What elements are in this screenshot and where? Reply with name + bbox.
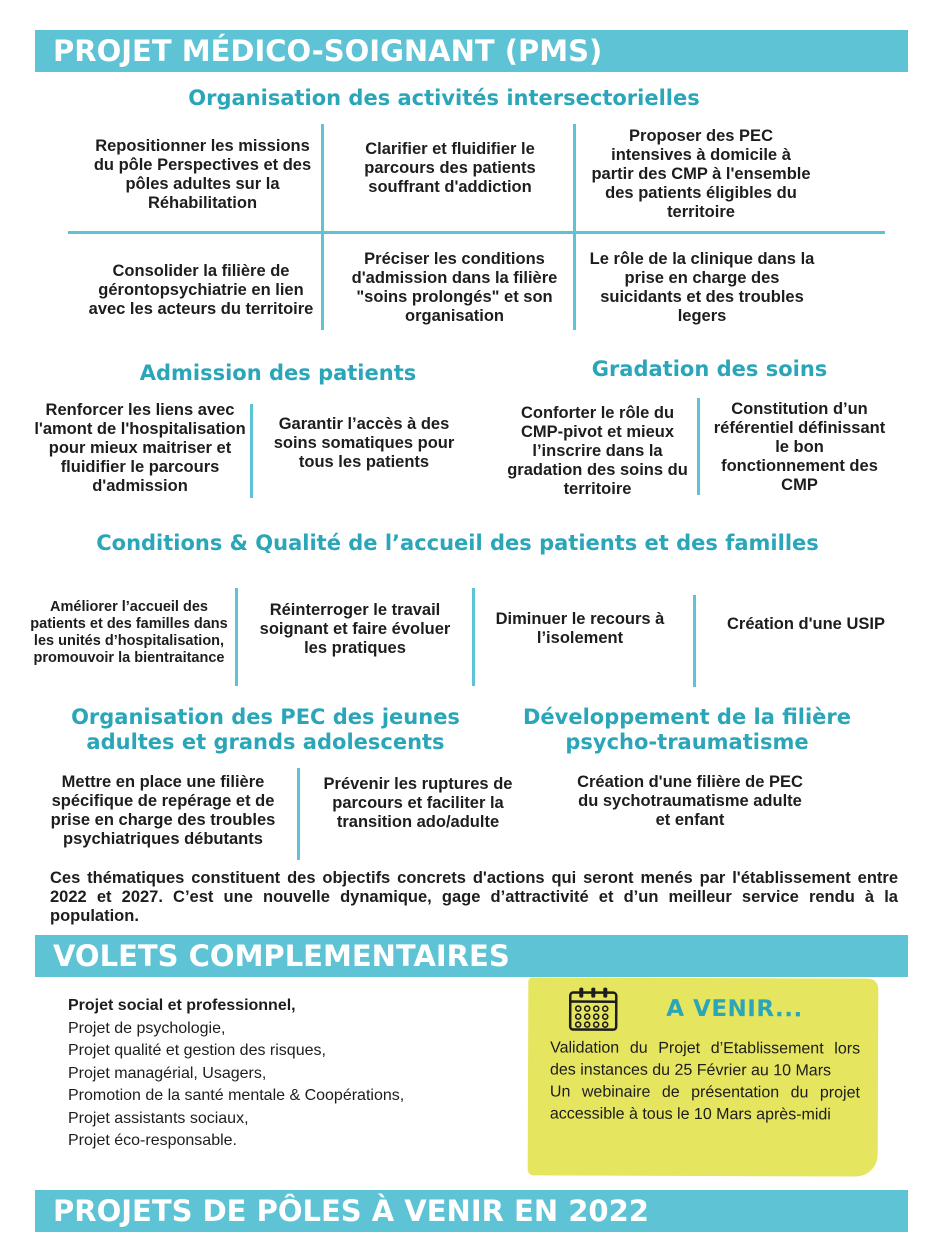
list-item: Projet assistants sociaux, [68, 1109, 249, 1127]
section-title-gradation: Gradation des soins [582, 357, 837, 382]
section-title-intersectoriel: Organisation des activités intersectorielles [180, 86, 708, 111]
conclusion-text: Ces thématiques constituent des objectifs concrets d'actions qui seront menés par l'établissement entre 2022 et 2027. C’est une nouvelle dynamique, gage d’attractivité et d’un meilleur service rendu à la population. [50, 869, 898, 925]
banner-volets: VOLETS COMPLEMENTAIRES [35, 935, 908, 977]
list-item: Projet éco-responsable. [68, 1132, 237, 1149]
a-venir-title: A VENIR... [666, 995, 803, 1023]
intersectoriel-item: Le rôle de la clinique dans la prise en charge des suicidants et des troubles legers [589, 250, 815, 325]
intersectoriel-item: Proposer des PEC intensives à domicile à partir des CMP à l'ensemble des patients éligibles du territoire [591, 126, 811, 221]
psycho-item: Création d'une filière de PEC du sychotraumatisme adulte et enfant [577, 772, 803, 829]
section-title-accueil: Conditions & Qualité de l’accueil des patients et des familles [80, 531, 835, 556]
divider [297, 768, 300, 860]
list-item: Projet social et professionnel, [68, 997, 296, 1014]
divider [472, 588, 475, 686]
intersectoriel-item: Repositionner les missions du pôle Perspectives et des pôles adultes sur la Réhabilitation [93, 137, 312, 212]
section-title-jeunes: Organisation des PEC des jeunes adultes et grands adolescents [58, 705, 473, 755]
a-venir-box [528, 977, 879, 1176]
banner-poles: PROJETS DE PÔLES À VENIR EN 2022 [35, 1190, 908, 1232]
section-title-admission: Admission des patients [128, 361, 428, 386]
divider [250, 404, 253, 498]
intersectoriel-item: Clarifier et fluidifier le parcours des patients souffrant d'addiction [364, 139, 536, 196]
divider [697, 398, 700, 495]
accueil-item: Création d'une USIP [727, 614, 885, 633]
divider [573, 124, 576, 330]
gradation-item: Constitution d’un référentiel définissant le bon fonctionnement des CMP [713, 399, 886, 494]
calendar-icon [568, 986, 618, 1032]
jeunes-item: Mettre en place une filière spécifique de repérage et de prise en charge des troubles psychiatriques débutants [50, 773, 276, 848]
intersectoriel-item: Préciser les conditions d'admission dans la filière "soins prolongés" et son organisation [351, 250, 558, 325]
a-venir-text: Validation du Projet d’Etablissement lors des instances du 25 Février au 10 Mars Un webinaire de présentation du projet accessible à tous le 10 Mars après-midi [549, 1039, 861, 1124]
list-item: Projet managérial, Usagers, [68, 1064, 267, 1082]
list-item: Promotion de la santé mentale & Coopérations, [68, 1087, 405, 1104]
gradation-item: Conforter le rôle du CMP-pivot et mieux l’inscrire dans la gradation des soins du territoire [507, 403, 688, 498]
divider [321, 124, 324, 330]
list-item: Projet de psychologie, [68, 1019, 226, 1037]
list-item: Projet qualité et gestion des risques, [68, 1042, 326, 1059]
accueil-item: Diminuer le recours à l’isolement [495, 610, 665, 647]
volets-list [68, 995, 508, 1153]
banner-pms: PROJET MÉDICO-SOIGNANT (PMS) [35, 30, 908, 72]
section-title-psycho: Développement de la filière psycho-traumatisme [512, 705, 862, 755]
divider [68, 231, 885, 234]
jeunes-item: Prévenir les ruptures de parcours et faciliter la transition ado/adulte [323, 774, 513, 831]
divider [235, 588, 238, 686]
accueil-item: Améliorer l’accueil des patients et des familles dans les unités d’hospitalisation, promouvoir la bientraitance [30, 599, 228, 666]
admission-item: Garantir l’accès à des soins somatiques pour tous les patients [273, 414, 455, 471]
admission-item: Renforcer les liens avec l'amont de l'hospitalisation pour mieux maitriser et fluidifier le parcours d'admission [34, 400, 246, 495]
intersectoriel-item: Consolider la filière de gérontopsychiatrie en lien avec les acteurs du territoire [88, 261, 314, 318]
divider [693, 595, 696, 687]
accueil-item: Réinterroger le travail soignant et faire évoluer les pratiques [259, 600, 451, 657]
